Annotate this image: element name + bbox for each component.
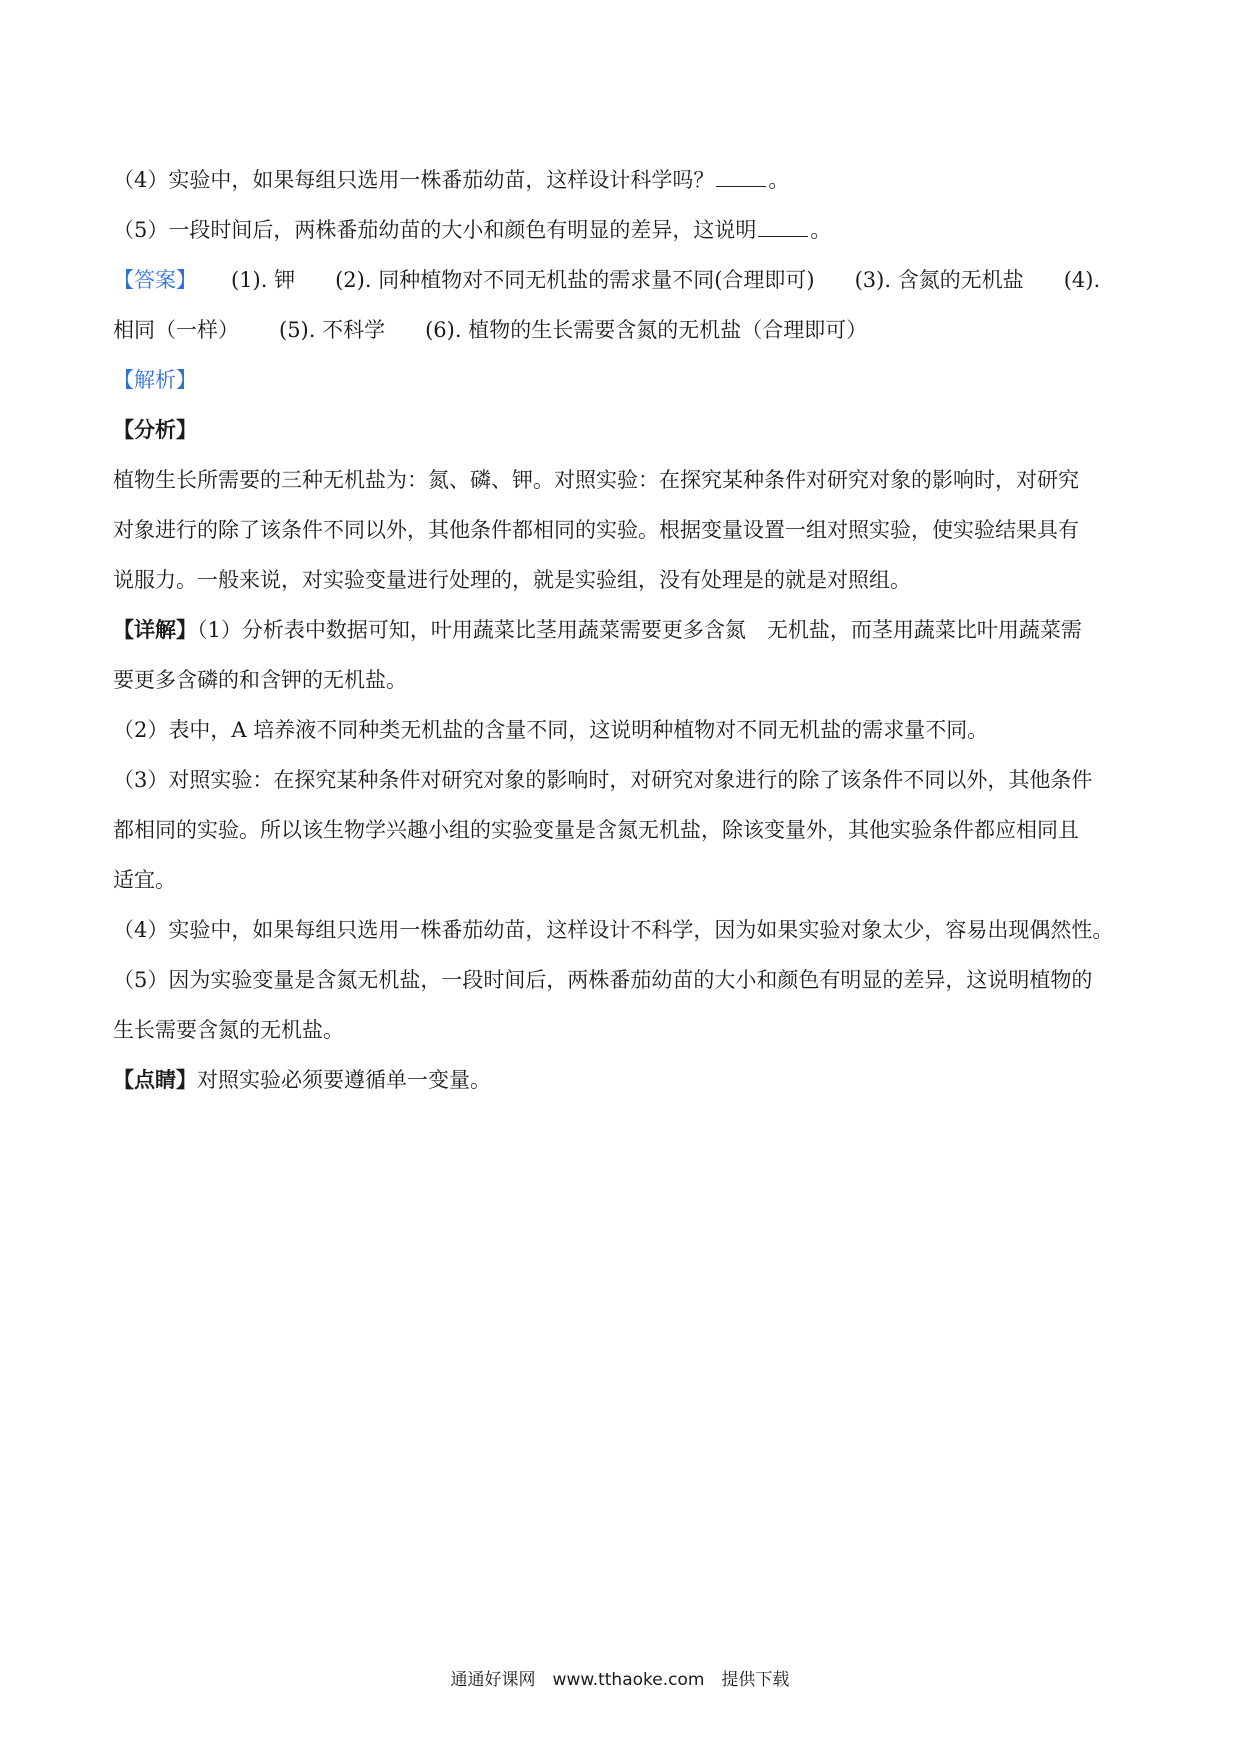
answer-line-1 [113,255,1133,305]
dianjing-tag: 【点睛】 [113,1067,197,1092]
answer-item-3: (3). 含氮的无机盐 [854,268,1024,292]
detail-p5-line1: （5）因为实验变量是含氮无机盐，一段时间后，两株番茄幼苗的大小和颜色有明显的差异，这说明植物的 [113,968,1093,992]
detail-p4: （4）实验中，如果每组只选用一株番茄幼苗，这样设计不科学，因为如果实验对象太少，容易出现偶然性。 [113,918,1114,942]
document-body [113,155,1133,1105]
page-footer: 通通好课网 www.tthaoke.com 提供下载 [450,1670,790,1690]
detail-p3-line1: （3）对照实验：在探究某种条件对研究对象的影响时，对研究对象进行的除了该条件不同以外，其他条件 [113,768,1093,792]
answer-item-6: (6). 植物的生长需要含氮的无机盐（合理即可） [425,318,868,342]
fenxi-line-3: 说服力。一般来说，对实验变量进行处理的，就是实验组，没有处理是的就是对照组。 [113,568,911,592]
detail-p5-line2: 生长需要含氮的无机盐。 [113,1018,344,1042]
detail-p1-line1: （1）分析表中数据可知，叶用蔬菜比茎用蔬菜需要更多含氮 无机盐，而茎用蔬菜比叶用蔬菜需 [197,618,1082,642]
question-5-text: （5）一段时间后，两株番茄幼苗的大小和颜色有明显的差异，这说明 [113,218,757,242]
fenxi-tag: 【分析】 [113,417,197,442]
answer-item-4-text: 相同（一样） [113,318,239,342]
answer-line-2 [113,305,1133,355]
dianjing-line [113,1055,1133,1105]
answer-tag: 【答案】 [113,268,197,292]
fenxi-line-2: 对象进行的除了该条件不同以外，其他条件都相同的实验。根据变量设置一组对照实验，使实验结果具有 [113,518,1079,542]
fenxi-line-1: 植物生长所需要的三种无机盐为：氮、磷、钾。对照实验：在探究某种条件对研究对象的影响时，对研究 [113,468,1079,492]
dianjing-text: 对照实验必须要遵循单一变量。 [197,1068,491,1092]
answer-blank-5 [758,216,808,237]
analysis-heading [113,355,1133,405]
fenxi-heading [113,405,1133,455]
question-4 [113,155,1133,205]
detail-p1-line2: 要更多含磷的和含钾的无机盐。 [113,668,407,692]
question-5-end: 。 [810,218,832,242]
question-4-end: 。 [768,168,790,192]
detail-p2: （2）表中，A 培养液不同种类无机盐的含量不同，这说明种植物对不同无机盐的需求量不同。 [113,718,989,742]
answer-item-5: (5). 不科学 [279,318,386,342]
answer-item-4-number: (4). [1063,268,1101,292]
answer-item-2: (2). 同种植物对不同无机盐的需求量不同(合理即可) [335,268,815,292]
question-4-text: （4）实验中，如果每组只选用一株番茄幼苗，这样设计科学吗？ [113,168,715,192]
detail-tag: 【详解】 [113,617,197,642]
analysis-tag: 【解析】 [113,368,197,392]
answer-blank-4 [716,166,766,187]
detail-p3-line2: 都相同的实验。所以该生物学兴趣小组的实验变量是含氮无机盐，除该变量外，其他实验条件都应相同且 [113,818,1079,842]
question-5 [113,205,1133,255]
detail-line-1 [113,605,1133,655]
answer-item-1: (1). 钾 [231,268,296,292]
detail-p3-line3: 适宜。 [113,868,176,892]
